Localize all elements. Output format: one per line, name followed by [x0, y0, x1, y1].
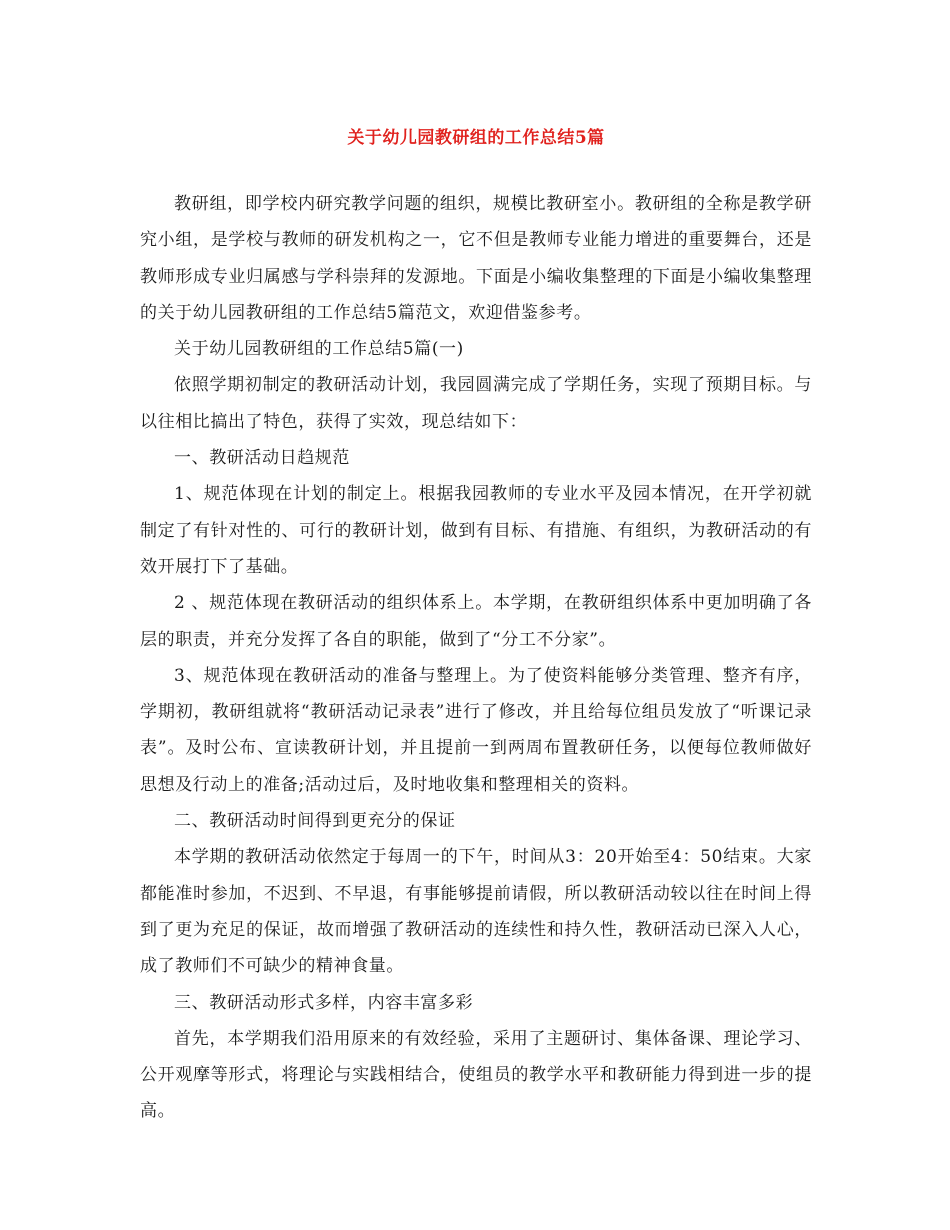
paragraph-forms: 首先，本学期我们沿用原来的有效经验，采用了主题研讨、集体备课、理论学习、公开观摩等形式，将理论与实践相结合，使组员的教学水平和教研能力得到进一步的提高。: [140, 1028, 812, 1122]
paragraph-subtitle: 关于幼儿园教研组的工作总结5篇(一): [174, 339, 464, 360]
section-heading-3: 三、教研活动形式多样，内容丰富多彩: [174, 992, 474, 1013]
paragraph-intro: 教研组，即学校内研究教学问题的组织，规模比教研室小。教研组的全称是教学研究小组，是学校与教师的研发机构之一，它不但是教师专业能力增进的重要舞台，还是教师形成专业归属感与学科崇拜的发源地。下面是小编收集整理的下面是小编收集整理的关于幼儿园教研组的工作总结5篇范文，欢迎借鉴参考。: [140, 194, 812, 323]
paragraph-item-1: 1、规范体现在计划的制定上。根据我园教师的专业水平及园本情况，在开学初就制定了有针对性的、可行的教研计划，做到有目标、有措施、有组织，为教研活动的有效开展打下了基础。: [140, 484, 812, 577]
document-title: 关于幼儿园教研组的工作总结5篇: [347, 128, 605, 148]
section-heading-1: 一、教研活动日趋规范: [174, 448, 350, 469]
paragraph-schedule: 本学期的教研活动依然定于每周一的下午，时间从3：20开始至4：50结束。大家都能准时参加，不迟到、不早退，有事能够提前请假，所以教研活动较以往在时间上得到了更为充足的保证，故而增强了教研活动的连续性和持久性，教研活动已深入人心，成了教师们不可缺少的精神食量。: [140, 847, 812, 977]
paragraph-summary: 依照学期初制定的教研活动计划，我园圆满完成了学期任务，实现了预期目标。与以往相比搞出了特色，获得了实效，现总结如下：: [140, 375, 812, 432]
section-heading-2: 二、教研活动时间得到更充分的保证: [174, 811, 456, 832]
paragraph-item-3: 3、规范体现在教研活动的准备与整理上。为了使资料能够分类管理、整齐有序，学期初，教研组就将“教研活动记录表”进行了修改，并且给每位组员发放了“听课记录表”。及时公布、宣读教研计划，并且提前一到两周布置教研任务，以便每位教师做好思想及行动上的准备;活动过后，及时地收集和整理相关的资料。: [140, 665, 812, 795]
paragraph-item-2: 2 、规范体现在教研活动的组织体系上。本学期，在教研组织体系中更加明确了各层的职责，并充分发挥了各自的职能，做到了“分工不分家”。: [140, 593, 812, 650]
